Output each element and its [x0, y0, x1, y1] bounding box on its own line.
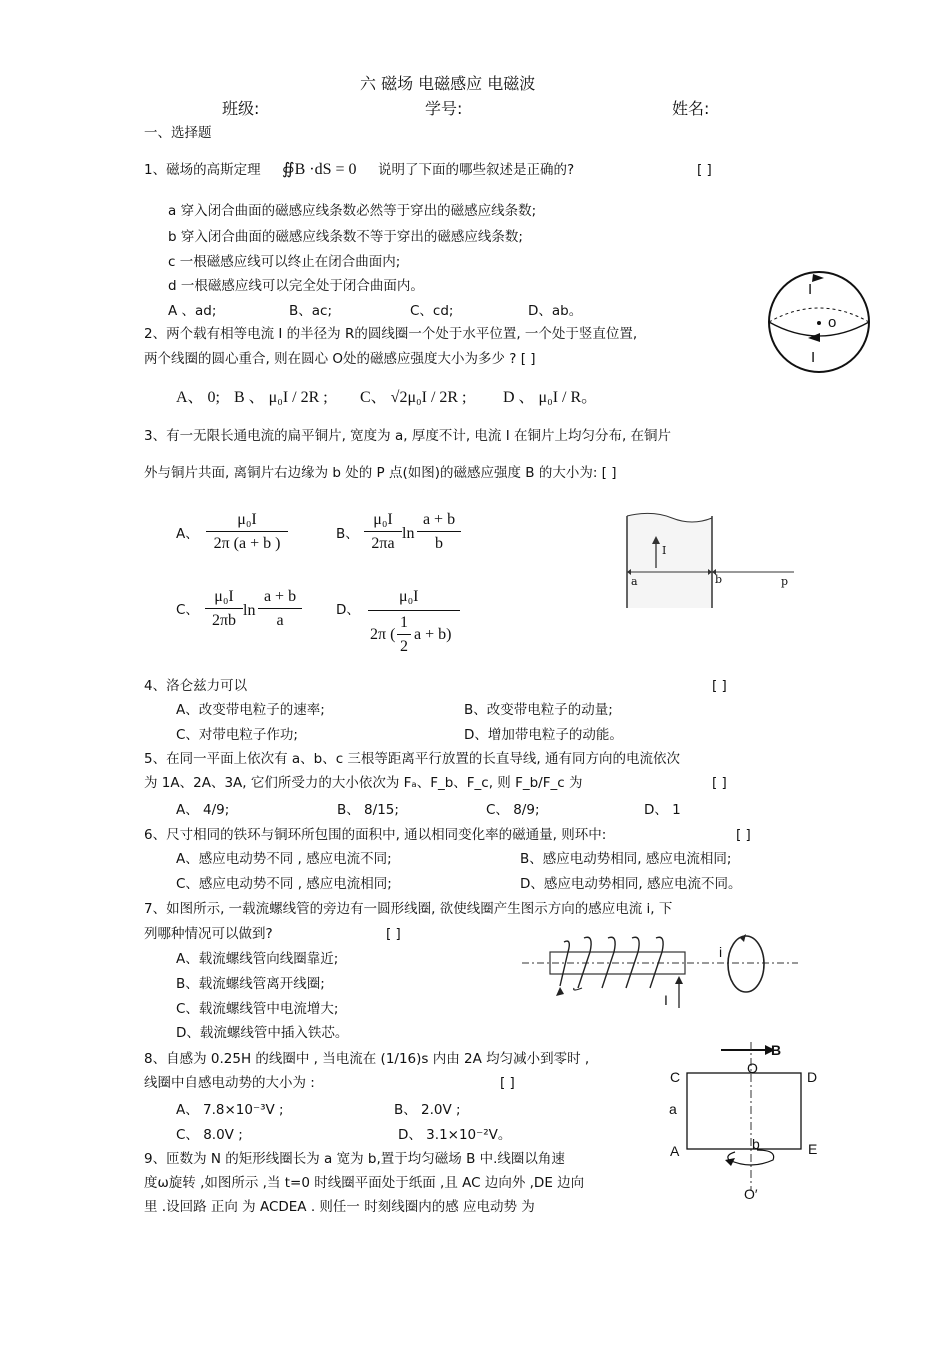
q5-option-d: D、 1: [644, 802, 681, 818]
page-title: 六 磁场 电磁感应 电磁波: [360, 74, 536, 93]
q3-b-numerator-1: μ₀I: [373, 511, 393, 528]
q2-line-2: 两个线圈的圆心重合, 则在圆心 O处的磁感应强度大小为多少 ? [ ]: [144, 351, 536, 367]
q4-option-c: C、对带电粒子作功;: [176, 727, 298, 743]
coil-current-label: i: [719, 944, 723, 960]
q3-line-2: 外与铜片共面, 离铜片右边缘为 b 处的 P 点(如图)的磁感应强度 B 的大小为: [ ]: [144, 465, 617, 481]
q3-b-denominator-1: 2πa: [371, 535, 395, 552]
q2-option-a: A、 0;: [176, 389, 221, 406]
q5-option-a: A、 4/9;: [176, 802, 230, 818]
q1-item-b: b 穿入闭合曲面的磁感应线条数不等于穿出的磁感应线条数;: [168, 229, 523, 245]
side-a-label: a: [669, 1101, 677, 1117]
q3-option-c-fraction-2: [258, 589, 302, 629]
corner-a-label: A: [670, 1143, 680, 1159]
q1-stem-tail: 说明了下面的哪些叙述是正确的?: [378, 162, 575, 178]
q3-a-denominator: 2π (a + b ): [213, 535, 281, 552]
q3-d-half-denominator: 2: [400, 638, 408, 655]
q9-line-1: 9、匝数为 N 的矩形线圈长为 a 宽为 b,置于均匀磁场 B 中.线圈以角速: [144, 1151, 565, 1167]
q3-d-numerator: μ₀I: [399, 588, 419, 605]
q8-line-1: 8、自感为 0.25H 的线圈中 , 当电流在 (1/16)s 内由 2A 均匀减小到零时 ,: [144, 1051, 590, 1067]
q4-answer-bracket: [ ]: [712, 678, 727, 694]
sphere-current-top-label: I: [808, 281, 813, 298]
q2-line-1: 2、两个载有相等电流 I 的半径为 R的圆线圈一个处于水平位置, 一个处于竖直位置,: [144, 326, 638, 342]
sphere-current-bottom-label: I: [811, 349, 816, 366]
q1-item-d: d 一根磁感应线可以完全处于闭合曲面内。: [168, 278, 424, 294]
q3-c-ln: ln: [243, 602, 256, 619]
rotating-coil-figure: [665, 1040, 818, 1205]
q1-formula: ∯B ·dS = 0: [282, 161, 357, 178]
q5-answer-bracket: [ ]: [712, 775, 727, 791]
q7-option-a: A、载流螺线管向线圈靠近;: [176, 951, 339, 967]
q5-line-2: 为 1A、2A、3A, 它们所受力的大小依次为 Fₐ、F_b、F_c, 则 F_b/F_c 为: [144, 775, 583, 791]
q3-option-d-label: D、: [336, 602, 360, 618]
q3-d-den-post: a + b): [414, 626, 452, 643]
q7-option-d: D、载流螺线管中插入铁芯。: [176, 1025, 349, 1041]
q2-option-c: C、 √2μ₀I / 2R ;: [360, 389, 467, 406]
name-label: 姓名:: [672, 99, 710, 118]
q6-option-d: D、感应电动势相同, 感应电流不同。: [520, 876, 742, 892]
q7-answer-bracket: [ ]: [386, 926, 401, 942]
q3-option-b-fraction-1: [364, 512, 402, 552]
side-b-label: b: [752, 1136, 760, 1152]
q1-option-c: C、cd;: [410, 303, 454, 319]
q4-stem: 4、洛仑兹力可以: [144, 678, 248, 694]
q8-option-a: A、 7.8×10⁻³V ;: [176, 1102, 284, 1118]
q8-option-b: B、 2.0V ;: [394, 1102, 461, 1118]
q1-item-a: a 穿入闭合曲面的磁感应线条数必然等于穿出的磁感应线条数;: [168, 203, 537, 219]
corner-d-label: D: [807, 1069, 818, 1085]
q3-option-c-label: C、: [176, 602, 199, 618]
corner-e-label: E: [808, 1141, 818, 1157]
class-label: 班级:: [222, 99, 260, 118]
q6-option-b: B、感应电动势相同, 感应电流相同;: [520, 851, 732, 867]
q4-option-b: B、改变带电粒子的动量;: [464, 702, 613, 718]
q3-c-numerator-2: a + b: [263, 588, 297, 605]
strip-width-label: a: [631, 575, 638, 588]
q5-option-b: B、 8/15;: [337, 802, 399, 818]
q1-lead: 1、磁场的高斯定理: [144, 162, 261, 178]
q7-line-1: 7、如图所示, 一载流螺线管的旁边有一圆形线圈, 欲使线圈产生图示方向的感应电流 i, 下: [144, 901, 673, 917]
q6-option-c: C、感应电动势不同 , 感应电流相同;: [176, 876, 392, 892]
q9-line-2: 度ω旋转 ,如图所示 ,当 t=0 时线圈平面处于纸面 ,且 AC 边向外 ,DE 边向: [144, 1175, 585, 1191]
q8-answer-bracket: [ ]: [500, 1075, 515, 1091]
q1-option-d: D、ab。: [528, 303, 583, 319]
q3-d-den-pre: 2π (: [370, 626, 396, 643]
axis-o-bottom-label: O′: [744, 1186, 758, 1202]
q3-option-b-fraction-2: [417, 512, 461, 552]
q7-option-c: C、载流螺线管中电流增大;: [176, 1001, 339, 1017]
field-b-label: B: [771, 1042, 782, 1058]
q3-c-denominator-1: 2πb: [211, 612, 237, 629]
q1-option-a: A 、ad;: [168, 303, 217, 319]
q3-d-half-numerator: 1: [400, 614, 408, 631]
q9-line-3: 里 .设回路 正向 为 ACDEA . 则任一 时刻线圈内的感 应电动势 为: [144, 1199, 535, 1215]
q6-answer-bracket: [ ]: [736, 827, 751, 843]
q2-option-d: D 、 μ₀I / R。: [503, 389, 598, 406]
q6-stem: 6、尺寸相同的铁环与铜环所包围的面积中, 通以相同变化率的磁通量, 则环中:: [144, 827, 607, 843]
q1-option-b: B、ac;: [289, 303, 333, 319]
solenoid-figure: [520, 930, 805, 1010]
section-heading: 一、选择题: [144, 125, 212, 141]
q7-line-2: 列哪种情况可以做到?: [144, 926, 273, 942]
q3-a-numerator: μ₀I: [237, 511, 257, 528]
q4-option-a: A、改变带电粒子的速率;: [176, 702, 325, 718]
axis-o-top-label: O: [747, 1060, 758, 1076]
q3-b-ln: ln: [402, 525, 415, 542]
strip-distance-label: b: [715, 573, 723, 586]
q3-option-b-label: B、: [336, 526, 359, 542]
point-p-label: p: [781, 575, 789, 588]
q8-line-2: 线圈中自感电动势的大小为 :: [144, 1075, 315, 1091]
q3-option-a-label: A、: [176, 526, 199, 542]
q3-line-1: 3、有一无限长通电流的扁平铜片, 宽度为 a, 厚度不计, 电流 I 在铜片上均匀分布, 在铜片: [144, 428, 672, 444]
q1-item-c: c 一根磁感应线可以终止在闭合曲面内;: [168, 254, 401, 270]
sphere-coils-figure: [764, 270, 874, 375]
solenoid-current-label: I: [664, 992, 668, 1008]
q3-b-denominator-2: b: [435, 535, 443, 552]
q7-option-b: B、载流螺线管离开线圈;: [176, 976, 325, 992]
q3-c-denominator-2: a: [276, 612, 284, 629]
q8-option-c: C、 8.0V ;: [176, 1127, 243, 1143]
q3-option-a-fraction: [206, 512, 288, 552]
strip-current-label: I: [662, 544, 667, 557]
sphere-center-label: o: [828, 314, 837, 331]
q8-option-d: D、 3.1×10⁻²V。: [398, 1127, 512, 1143]
q2-option-b: B 、 μ₀I / 2R ;: [234, 389, 328, 406]
student-id-label: 学号:: [425, 99, 463, 118]
q3-b-numerator-2: a + b: [422, 511, 456, 528]
q4-option-d: D、增加带电粒子的动能。: [464, 727, 623, 743]
q5-option-c: C、 8/9;: [486, 802, 540, 818]
q1-answer-bracket: [ ]: [697, 162, 712, 178]
q3-c-numerator-1: μ₀I: [214, 588, 234, 605]
q3-option-c-fraction-1: [205, 589, 243, 629]
copper-strip-figure: [622, 510, 802, 615]
q5-line-1: 5、在同一平面上依次有 a、b、c 三根等距离平行放置的长直导线, 通有同方向的电流依次: [144, 751, 681, 767]
q6-option-a: A、感应电动势不同 , 感应电流不同;: [176, 851, 392, 867]
corner-c-label: C: [670, 1069, 681, 1085]
q3-d-half-fraction: [397, 615, 411, 655]
